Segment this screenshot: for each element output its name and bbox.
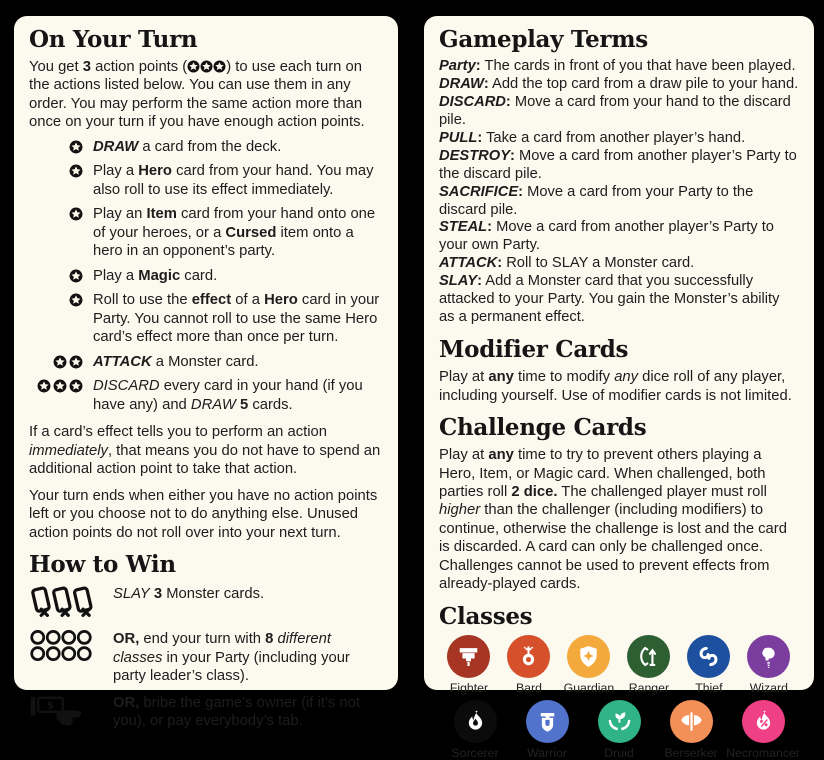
class-tile	[739, 635, 799, 695]
term-definition: DISCARD: Move a card from your hand to the discard pile.	[439, 93, 791, 128]
class-tile	[679, 635, 739, 695]
immediately-note: If a card’s effect tells you to perform an action immediately, that means you do not have to spend an additional action point to take that action.	[29, 424, 381, 478]
action-cost	[29, 291, 83, 346]
wizard-icon	[747, 635, 790, 678]
how-to-win-title: How to Win	[29, 551, 176, 579]
gameplay-terms-card	[424, 16, 814, 760]
term-definition: STEAL: Move a card from another player’s Party to your own Party.	[439, 219, 774, 254]
action-point-icon	[37, 379, 51, 393]
guardian-icon	[567, 635, 610, 678]
classes-title: Classes	[439, 602, 533, 630]
action-row	[29, 353, 383, 371]
action-row	[29, 377, 383, 414]
term-definition: DRAW: Add the top card from a draw pile to your hand.	[439, 75, 799, 92]
win-condition-list	[29, 583, 383, 730]
action-row	[29, 138, 383, 156]
thief-icon	[687, 635, 730, 678]
necromancer-icon	[742, 700, 785, 743]
druid-icon	[598, 700, 641, 743]
eight-classes-icon	[29, 628, 105, 662]
class-tile	[499, 635, 559, 695]
action-text: Roll to use the effect of a Hero card in your Party. You cannot roll to use the same Hero card’s effect more than once per turn.	[93, 292, 380, 346]
action-row	[29, 205, 383, 260]
action-cost	[29, 162, 83, 199]
action-point-icon	[53, 379, 67, 393]
win-condition-row	[29, 692, 383, 731]
pay-money-icon	[29, 692, 105, 727]
bard-icon	[507, 635, 550, 678]
action-text: ATTACK a Monster card.	[93, 353, 259, 370]
class-label: Sorcerer	[451, 745, 499, 760]
class-label: Berserker	[664, 745, 718, 760]
action-text: Play an Item card from your hand onto one of your heroes, or a Cursed item onto a hero in an opponent’s party.	[93, 206, 376, 260]
class-label: Thief	[695, 680, 723, 695]
terms-list	[439, 58, 799, 327]
class-tile	[559, 635, 619, 695]
class-label: Guardian	[563, 680, 615, 695]
action-row	[29, 267, 383, 285]
action-cost	[29, 353, 83, 371]
on-your-turn-card	[14, 16, 398, 730]
term-definition: DESTROY: Move a card from another player’s Party to the discard pile.	[439, 147, 797, 182]
class-tile	[511, 700, 583, 760]
action-text: DRAW a card from the deck.	[93, 138, 282, 155]
ranger-icon	[627, 635, 670, 678]
win-condition-row	[29, 628, 383, 685]
win-condition-row	[29, 583, 383, 622]
class-row-2	[439, 700, 799, 760]
action-point-icon	[53, 355, 67, 369]
action-point-icon	[69, 269, 83, 283]
class-tile	[727, 700, 799, 760]
class-tile	[619, 635, 679, 695]
action-point-icon	[187, 60, 200, 73]
win-condition-text: OR, bribe the game’s owner (if it’s not you), or pay everybody’s tab.	[113, 694, 361, 730]
win-condition-text: OR, end your turn with 8 different classes in your Party (including your party leader’s class).	[113, 631, 350, 685]
class-label: Necromancer	[726, 745, 800, 760]
action-cost	[29, 205, 83, 260]
challenge-cards-text: Play at any time to try to prevent others playing a Hero, Item, or Magic card. When challenged, both parties roll 2 dice. The challenged player must roll higher than the challenger (including modifiers) to continue, otherwise the challenge is lost and the card is discarded. A card can only be challenged once. Challenges cannot be used to prevent effects from already-played cards.	[439, 447, 787, 593]
action-point-icon	[213, 60, 226, 73]
class-label: Warrior	[527, 745, 567, 760]
term-definition: SACRIFICE: Move a card from your Party to the discard pile.	[439, 183, 754, 218]
berserker-icon	[670, 700, 713, 743]
turn-end-note: Your turn ends when either you have no action points left or you choose not to do anything else. Unused action points do not roll over into your next turn.	[29, 487, 378, 541]
term-definition: SLAY: Add a Monster card that you successfully attacked to your Party. You gain the Monster’s ability as a permanent effect.	[439, 273, 780, 326]
turn-intro-paragraph: You get 3 action points ( ) to use each turn on the actions listed below. You can use them in any order. You may perform the same action more than once on your turn if you have enough action points.	[29, 59, 365, 131]
slay-cards-icon	[29, 583, 105, 622]
win-condition-text: SLAY 3 Monster cards.	[113, 586, 265, 603]
action-text: Play a Hero card from your hand. You may also roll to use its effect immediately.	[93, 163, 374, 198]
action-text: Play a Magic card.	[93, 267, 218, 284]
sorcerer-icon	[454, 700, 497, 743]
modifier-cards-title: Modifier Cards	[439, 336, 629, 364]
term-definition: Party: The cards in front of you that have been played.	[439, 58, 796, 74]
action-cost	[29, 267, 83, 285]
term-definition: PULL: Take a card from another player’s hand.	[439, 129, 746, 146]
class-label: Bard	[515, 680, 542, 695]
class-label: Wizard	[749, 680, 788, 695]
action-text: DISCARD every card in your hand (if you have any) and DRAW 5 cards.	[93, 378, 363, 413]
term-definition: ATTACK: Roll to SLAY a Monster card.	[439, 255, 695, 272]
class-label: Fighter	[449, 680, 489, 695]
action-list	[29, 138, 383, 414]
action-point-icon	[69, 207, 83, 221]
warrior-icon	[526, 700, 569, 743]
action-point-icon	[69, 293, 83, 307]
modifier-cards-text: Play at any time to modify any dice roll of any player, including yourself. Use of modifier cards is not limited.	[439, 369, 792, 404]
on-your-turn-title: On Your Turn	[29, 26, 198, 53]
action-point-icon	[200, 60, 213, 73]
action-point-icon	[69, 140, 83, 154]
class-tile	[439, 635, 499, 695]
class-tile	[583, 700, 655, 760]
class-label: Ranger	[628, 680, 670, 695]
action-cost	[29, 377, 83, 414]
svg-text:$: $	[46, 699, 55, 712]
class-label: Druid	[604, 745, 634, 760]
action-point-icon	[69, 164, 83, 178]
action-point-icon	[69, 355, 83, 369]
class-tile	[655, 700, 727, 760]
class-tile	[439, 700, 511, 760]
action-row	[29, 291, 383, 346]
gameplay-terms-title: Gameplay Terms	[439, 26, 648, 53]
class-row-1	[439, 635, 799, 695]
action-cost	[29, 138, 83, 156]
fighter-icon	[447, 635, 490, 678]
challenge-cards-title: Challenge Cards	[439, 414, 647, 442]
action-row	[29, 162, 383, 199]
action-point-icon	[69, 379, 83, 393]
